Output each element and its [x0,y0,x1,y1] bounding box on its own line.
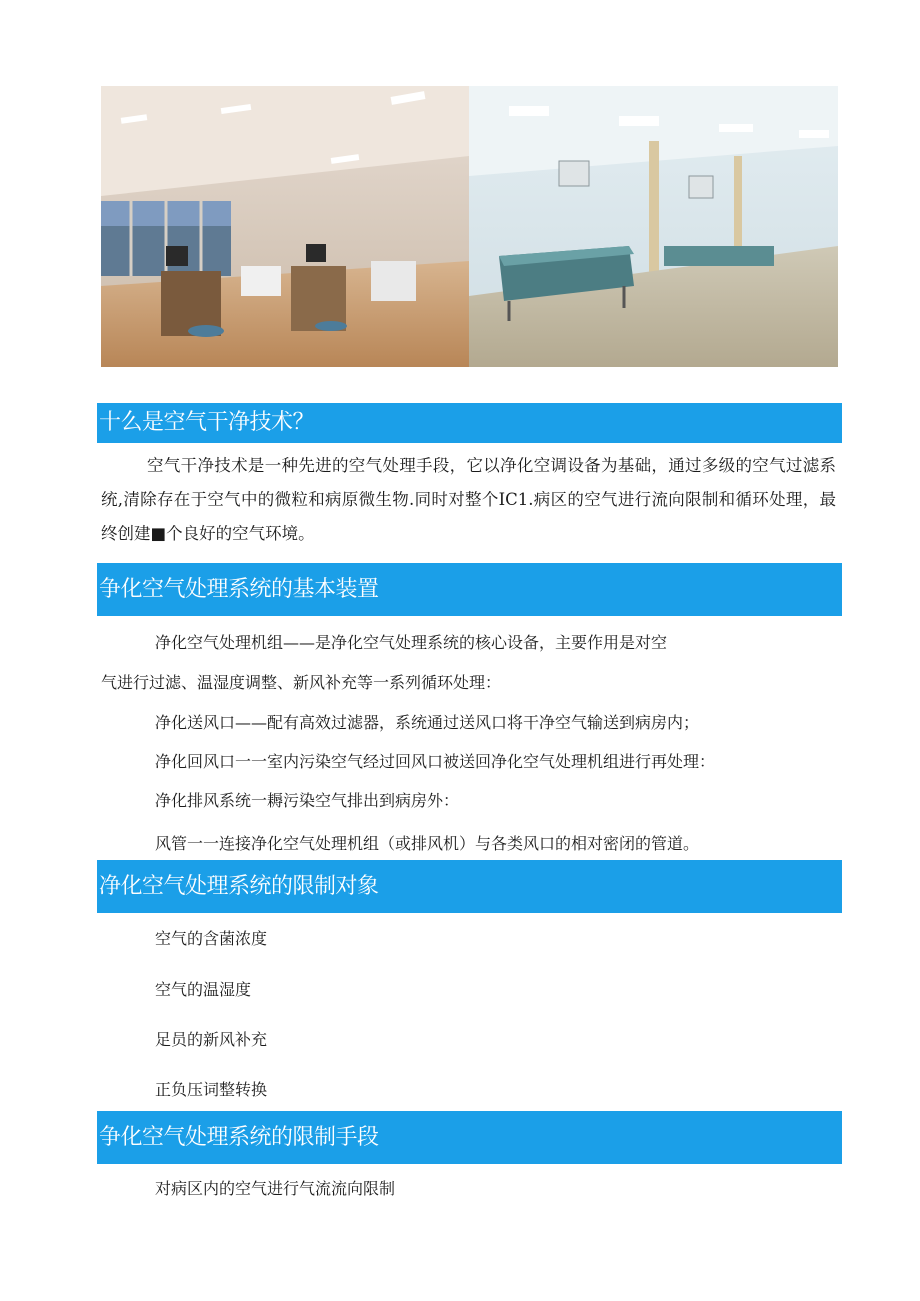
icu-clean-room-photo-icon [469,86,838,367]
section-heading-targets: 净化空气处理系统的限制对象 [97,860,842,913]
devices-line: 风管一一连接净化空气处理机组（或排风机）与各类风口的相对密闭的管道。 [155,834,700,853]
devices-line: 净化空气处理机组——是净化空气处理系统的核心设备，主要作用是对空 [155,633,668,652]
means-item: 对病区内的空气进行气流流向限制 [155,1179,396,1198]
icu-ward-photo-icon [101,86,469,367]
targets-item: 足员的新风补充 [155,1030,268,1049]
devices-line: 气进行过滤、温湿度调整、新风补充等一系列循环处理： [101,673,502,692]
devices-line: 净化排风系统一耨污染空气排出到病房外： [155,791,460,810]
section-what-paragraph: 空气干净技术是一种先进的空气处理手段，它以净化空调设备为基础，通过多级的空气过滤系统,清除存在于空气中的微粒和病原微生物.同时对整个IC1.病区的空气进行流向限制和循环处理，最终创建■个良好的空气环境。 [101,456,836,543]
targets-item: 空气的温湿度 [155,980,252,999]
targets-item: 空气的含菌浓度 [155,929,268,948]
devices-line: 净化送风口——配有高效过滤器，系统通过送风口将干净空气输送到病房内； [155,713,700,732]
section-heading-devices: 争化空气处理系统的基本装置 [97,563,842,616]
section-heading-means: 争化空气处理系统的限制手段 [97,1111,842,1164]
section-heading-what: 十么是空气干净技术？ [97,403,842,443]
devices-line: 净化回风口一一室内污染空气经过回风口被送回净化空气处理机组进行再处理： [155,752,716,771]
targets-item: 正负压词整转换 [155,1080,268,1099]
